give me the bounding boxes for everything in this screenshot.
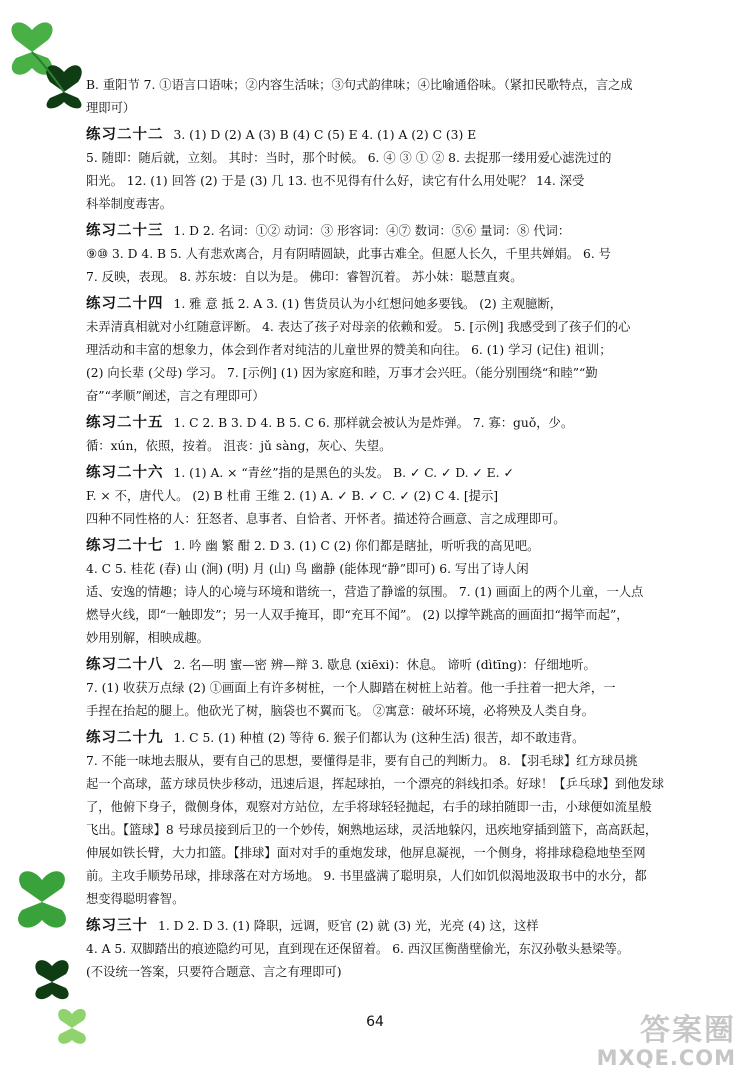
- page-number: 64: [366, 1014, 384, 1030]
- exercise-first-line: [86, 654, 726, 677]
- text-line: B. 重阳节 7. ①语言口语味；②内容生活味；③句式韵律味；④比喻通俗味。（紧扣民歌特点，言之成: [86, 78, 633, 92]
- exercise-first-line: [86, 293, 726, 316]
- text-line: 循：xún，依照，按着。 沮丧：jǔ sàng，灰心、失望。: [86, 439, 392, 453]
- text-line: 4. A 5. 双脚踏出的痕迹隐约可见，直到现在还保留着。 6. 西汉匡衡凿壁偷光，东汉孙敬头悬梁等。: [86, 942, 630, 956]
- text-line: 了，他俯下身子，微侧身体，观察对方站位，左手将球轻轻抛起，右手的球拍随即一击，小球便如流星般: [86, 800, 652, 814]
- text-line: 4. C 5. 桂花 (春) 山 (涧) (明) 月 (山) 鸟 幽静 (能体现“静”即可) 6. 写出了诗人闲: [86, 562, 529, 576]
- intro-block: [86, 74, 726, 120]
- answer-text: 2. 名—明 蜜—密 辨—辩 3. 歇息 (xiēxi)：休息。 谛听 (dìtīng)：仔细地听。: [173, 658, 596, 672]
- text-line: 伸展如铁长臂，大力扣篮。【排球】面对对手的重炮发球，他屏息凝视，一个侧身，将排球稳稳地垫至网: [86, 846, 646, 860]
- answer-text: 1. 雅 意 抵 2. A 3. (1) 售货员认为小红想问她多要钱。 (2) 主观臆断，: [173, 297, 563, 311]
- exercise-title: 练习二十五: [86, 415, 164, 431]
- answer-text: 1. C 5. (1) 种植 (2) 等待 6. 猴子们都认为 (这种生活) 很苦，却不敢违背。: [173, 731, 585, 745]
- text-line: 起一个高球，蓝方球员快步移动，迅速后退，挥起球拍，一个漂亮的斜线扣杀。好球！【乒乓球】到他发球: [86, 777, 664, 791]
- text-line: ⑨⑩ 3. D 4. B 5. 人有悲欢离合，月有阴晴圆缺，此事古难全。但愿人长久，千里共婵娟。 6. 号: [86, 247, 611, 261]
- exercise-block: [86, 412, 726, 458]
- clover-icon: [2, 6, 94, 110]
- text-line: 妙用别解，相映成趣。: [86, 631, 209, 645]
- exercise-first-line: [86, 535, 726, 558]
- answer-text: 1. D 2. 名词：①② 动词：③ 形容词：④⑦ 数词：⑤⑥ 量词：⑧ 代词：: [173, 224, 571, 238]
- exercise-title: 练习二十三: [86, 223, 164, 239]
- text-line: 燃导火线，即“一触即发”；另一人双手掩耳，即“充耳不闻”。 (2) 以撑竿跳高的画面扣“揭竿而起”，: [86, 608, 629, 622]
- exercise-block: [86, 654, 726, 723]
- exercise-title: 练习三十: [86, 918, 148, 934]
- watermark-url: MXQE.COM: [596, 1046, 736, 1070]
- exercise-title: 练习二十二: [86, 127, 164, 143]
- answer-content: [86, 74, 726, 984]
- text-line: 7. 反映，表现。 8. 苏东坡：自以为是。 佛印：睿智沉着。 苏小妹：聪慧直爽。: [86, 270, 523, 284]
- text-line: F. × 不，唐代人。 (2) B 杜甫 王维 2. (1) A. ✓ B. ✓ C. ✓ (2) C 4. [提示]: [86, 489, 499, 503]
- exercise-block: [86, 220, 726, 289]
- text-line: 适、安逸的情趣；诗人的心境与环境和谐统一，营造了静谧的氛围。 7. (1) 画面上的两个儿童，一人点: [86, 585, 644, 599]
- text-line: 飞出。【篮球】8 号球员接到后卫的一个妙传，娴熟地运球，灵活地躲闪，迅疾地穿插到篮下，高高跃起，: [86, 823, 658, 837]
- exercise-block: [86, 727, 726, 911]
- text-line: 5. 随即：随后就，立刻。 其时：当时，那个时候。 6. ④ ③ ① ② 8. 去捉那一缕用爱心滤洗过的: [86, 151, 612, 165]
- answer-text: 1. C 2. B 3. D 4. B 5. C 6. 那样就会被认为是炸弹。 7. 寡：guǒ，少。: [173, 416, 574, 430]
- text-line: 想变得聪明睿智。: [86, 892, 185, 906]
- text-line: (不设统一答案，只要符合题意、言之有理即可): [86, 965, 342, 979]
- text-line: 前。主攻手顺势吊球，排球落在对方场地。 9. 书里盛满了聪明泉，人们如饥似渴地汲取书中的水分，都: [86, 869, 647, 883]
- text-line: 四种不同性格的人：狂怒者、息事者、自恰者、开怀者。描述符合画意、言之成理即可。: [86, 512, 566, 526]
- text-line: 手捏在抬起的腿上。他砍光了树，脑袋也不翼而飞。 ②寓意：破坏环境，必将殃及人类自身。: [86, 704, 595, 718]
- text-line: 奋”“孝顺”阐述，言之有理即可）: [86, 389, 265, 403]
- text-line: 7. 不能一味地去服从，要有自己的思想，要懂得是非，要有自己的判断力。 8. 【羽毛球】红方球员挑: [86, 754, 638, 768]
- exercise-first-line: [86, 915, 726, 938]
- text-line: 未弄清真相就对小红随意评断。 4. 表达了孩子对母亲的依赖和爱。 5. [示例] 我感受到了孩子们的心: [86, 320, 631, 334]
- exercise-block: [86, 535, 726, 650]
- exercise-title: 练习二十六: [86, 465, 164, 481]
- text-line: 理活动和丰富的想象力，体会到作者对纯洁的儿童世界的赞美和向往。 6. (1) 学习 (记住) 祖训；: [86, 343, 612, 357]
- exercise-title: 练习二十八: [86, 657, 164, 673]
- answer-text: 3. (1) D (2) A (3) B (4) C (5) E 4. (1) A (2) C (3) E: [173, 128, 477, 142]
- text-line: 科举制度毒害。: [86, 197, 173, 211]
- exercise-block: [86, 293, 726, 408]
- answer-text: 1. (1) A. × “青丝”指的是黑色的头发。 B. ✓ C. ✓ D. ✓ E. ✓: [173, 466, 514, 480]
- exercise-first-line: [86, 124, 726, 147]
- clover-decoration-top: [2, 6, 94, 110]
- exercise-title: 练习二十七: [86, 538, 164, 554]
- exercise-block: [86, 915, 726, 984]
- exercise-block: [86, 124, 726, 216]
- text-line: 7. (1) 收获万点绿 (2) ①画面上有许多树桩，一个人脚踏在树桩上站着。他一手拄着一把大斧，一: [86, 681, 616, 695]
- exercise-first-line: [86, 462, 726, 485]
- answer-text: 1. D 2. D 3. (1) 降职，远调，贬官 (2) 就 (3) 光，光亮 (4) 这，这样: [158, 919, 539, 933]
- exercise-title: 练习二十九: [86, 730, 164, 746]
- clover-icon: [2, 862, 94, 1062]
- exercise-title: 练习二十四: [86, 296, 164, 312]
- exercise-first-line: [86, 220, 726, 243]
- exercise-first-line: [86, 727, 726, 750]
- answer-text: 1. 吟 幽 繁 酣 2. D 3. (1) C (2) 你们都是瞎扯，听听我的高见吧。: [173, 539, 540, 553]
- text-line: 理即可）: [86, 101, 136, 115]
- clover-decoration-bottom: [2, 862, 94, 1062]
- exercise-first-line: [86, 412, 726, 435]
- watermark: [597, 1015, 736, 1069]
- text-line: 阳光。 12. (1) 回答 (2) 于是 (3) 几 13. 也不见得有什么好，读它有什么用处呢？ 14. 深受: [86, 174, 585, 188]
- exercise-block: [86, 462, 726, 531]
- text-line: (2) 向长辈 (父母) 学习。 7. [示例] (1) 因为家庭和睦，万事才会兴旺。（能分别围绕“和睦”“勤: [86, 366, 598, 380]
- watermark-logo: 答案圈: [640, 1013, 736, 1048]
